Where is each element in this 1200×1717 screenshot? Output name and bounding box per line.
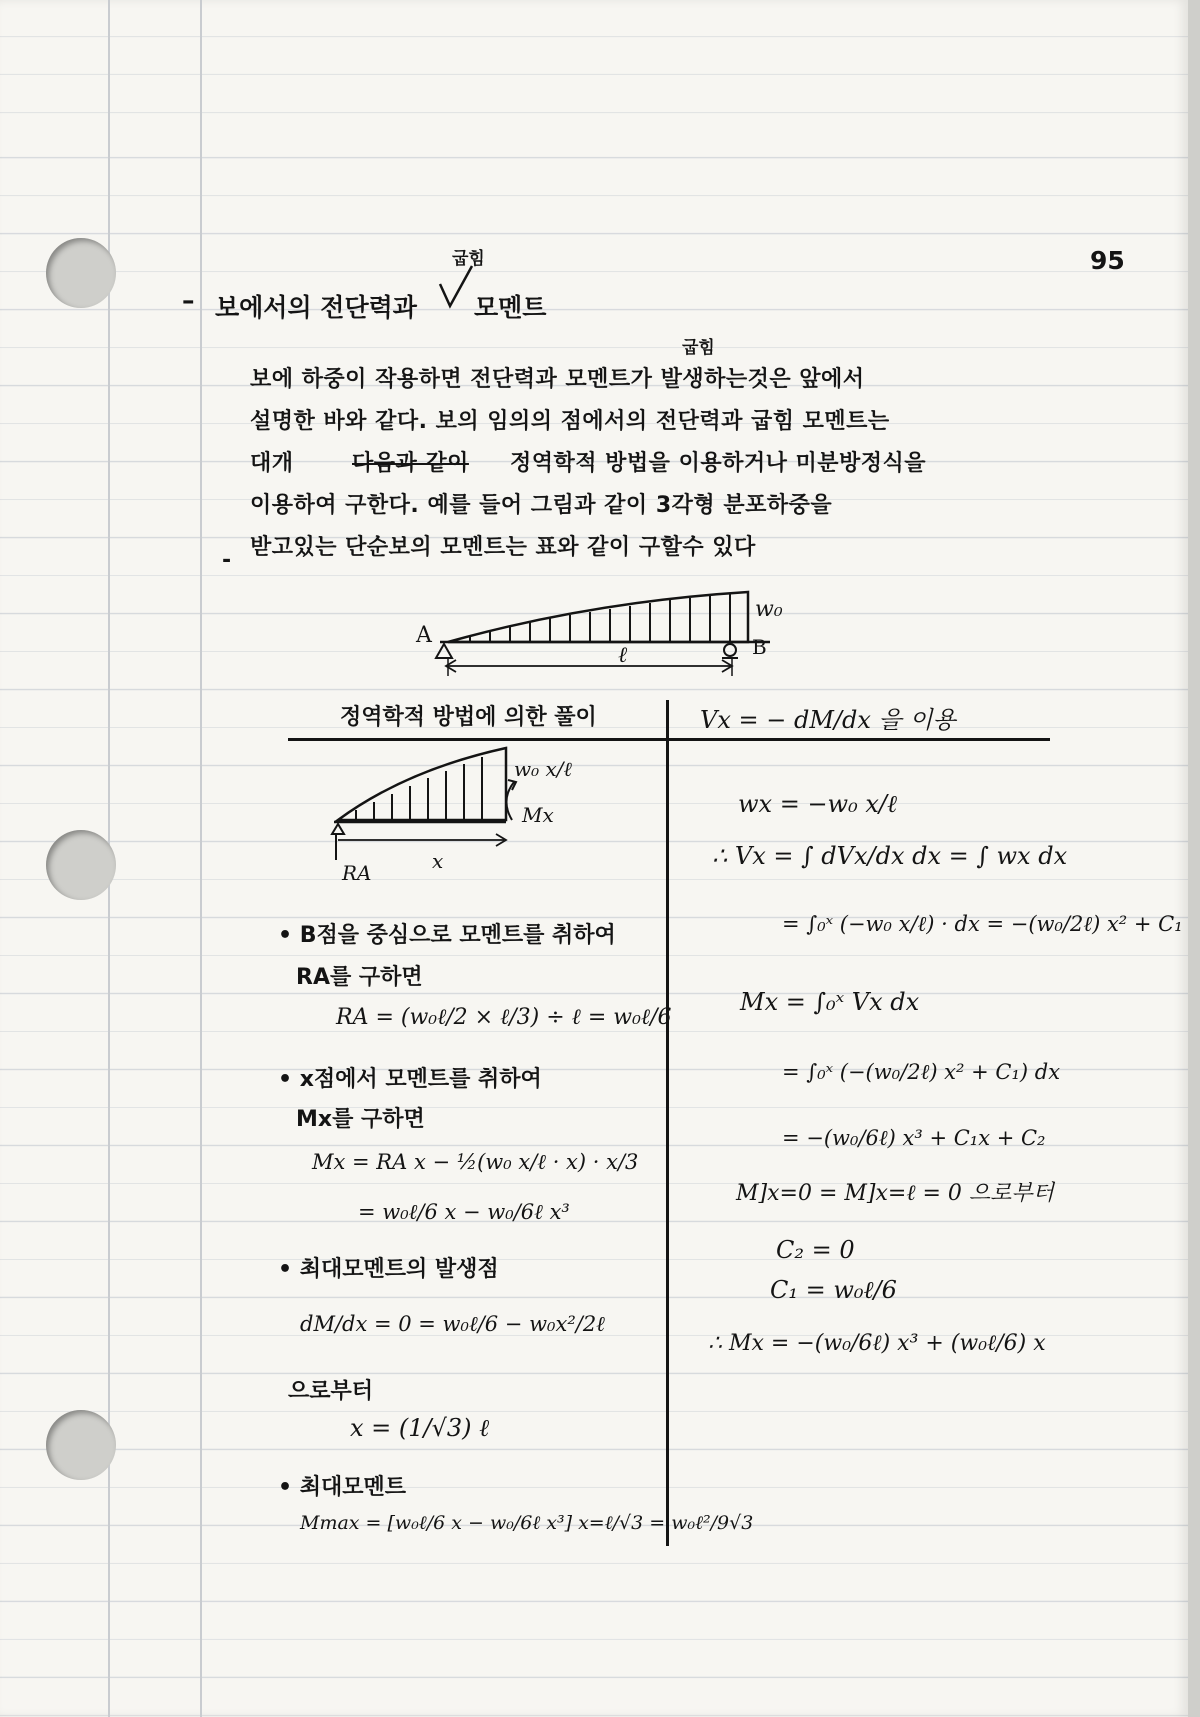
left-eq-x: x = (1/√3) ℓ (350, 1414, 490, 1442)
section-title-part2: 모멘트 (474, 293, 547, 322)
page-number: 95 (1090, 246, 1125, 275)
intro-line-3-prefix: 대개 (250, 451, 294, 476)
intro-line-4: 이용하여 구한다. 예를 들어 그림과 같이 3각형 분포하중을 (250, 493, 833, 518)
binder-hole-bottom (46, 1410, 116, 1480)
left-note-5: • 최대모멘트의 발생점 (278, 1257, 499, 1282)
right-eq-9: C₁ = w₀ℓ/6 (770, 1276, 897, 1304)
stray-dash: - (222, 548, 232, 573)
label-l: ℓ (618, 643, 628, 668)
table-header-left: 정역학적 방법에 의한 풀이 (340, 705, 597, 730)
right-eq-2: ∴ Vx = ∫ dVx/dx dx = ∫ wx dx (712, 842, 1068, 870)
left-eq-RA: RA = (w₀ℓ/2 × ℓ/3) ÷ ℓ = w₀ℓ/6 (336, 1005, 672, 1030)
intro-insert: 굽힘 (682, 338, 715, 358)
intro-line-2: 설명한 바와 같다. 보의 임의의 점에서의 전단력과 굽힘 모멘트는 (250, 409, 890, 434)
right-eq-3: = ∫₀ˣ (−w₀ x/ℓ) · dx = −(w₀/2ℓ) x² + C₁ (782, 912, 1183, 936)
table-vertical-rule (666, 700, 669, 1546)
left-eq-Mmax: Mmax = [w₀ℓ/6 x − w₀/6ℓ x³] x=ℓ/√3 = w₀ℓ²/9√3 (300, 1512, 754, 1534)
left-note-4: Mx를 구하면 (296, 1107, 425, 1132)
beam-figure (400, 580, 820, 690)
left-eq-Mx-1: Mx = RA x − ½(w₀ x/ℓ · x) · x/3 (312, 1150, 639, 1174)
left-note-6: 으로부터 (288, 1379, 374, 1404)
left-note-3: • x점에서 모멘트를 취하여 (278, 1067, 542, 1092)
insert-caret (436, 262, 476, 312)
right-eq-7: M]x=0 = M]x=ℓ = 0 으로부터 (736, 1181, 1054, 1206)
right-eq-4: Mx = ∫₀ˣ Vx dx (740, 988, 920, 1016)
table-header-right: Vx = − dM/dx 을 이용 (700, 706, 956, 734)
left-note-1: • B점을 중심으로 모멘트를 취하여 (278, 923, 616, 948)
free-body-figure (326, 740, 596, 890)
margin-line-inner (200, 0, 202, 1717)
section-title-part1: 보에서의 전단력과 (215, 293, 417, 322)
fbd-load-label: w₀ x/ℓ (514, 757, 572, 781)
right-eq-6: = −(w₀/6ℓ) x³ + C₁x + C₂ (782, 1126, 1046, 1150)
fbd-RA-label: RA (342, 861, 372, 885)
right-eq-10: ∴ Mx = −(w₀/6ℓ) x³ + (w₀ℓ/6) x (708, 1331, 1046, 1356)
intro-line-1: 보에 하중이 작용하면 전단력과 모멘트가 발생하는것은 앞에서 (250, 367, 865, 392)
intro-line-3-struck: 다음과 같이 (352, 451, 469, 476)
label-w0: w₀ (755, 597, 783, 622)
binder-hole-middle (46, 830, 116, 900)
left-note-7: • 최대모멘트 (278, 1475, 406, 1500)
left-note-2: RA를 구하면 (296, 965, 423, 990)
label-A: A (416, 623, 432, 648)
label-B: B (752, 635, 767, 659)
left-eq-Mx-2: = w₀ℓ/6 x − w₀/6ℓ x³ (358, 1200, 570, 1224)
intro-line-5: 받고있는 단순보의 모멘트는 표와 같이 구할수 있다 (250, 535, 756, 560)
fbd-x-label: x (432, 849, 444, 873)
section-dash: – (182, 286, 195, 315)
intro-line-3: 정역학적 방법을 이용하거나 미분방정식을 (510, 451, 927, 476)
left-eq-dMdx: dM/dx = 0 = w₀ℓ/6 − w₀x²/2ℓ (300, 1312, 605, 1336)
binder-hole-top (46, 238, 116, 308)
section-title-insert: 굽힘 (452, 249, 485, 269)
right-eq-5: = ∫₀ˣ (−(w₀/2ℓ) x² + C₁) dx (782, 1060, 1061, 1084)
fbd-moment-label: Mx (522, 803, 554, 827)
right-eq-8: C₂ = 0 (776, 1236, 855, 1264)
right-eq-1: wx = −w₀ x/ℓ (738, 790, 897, 818)
